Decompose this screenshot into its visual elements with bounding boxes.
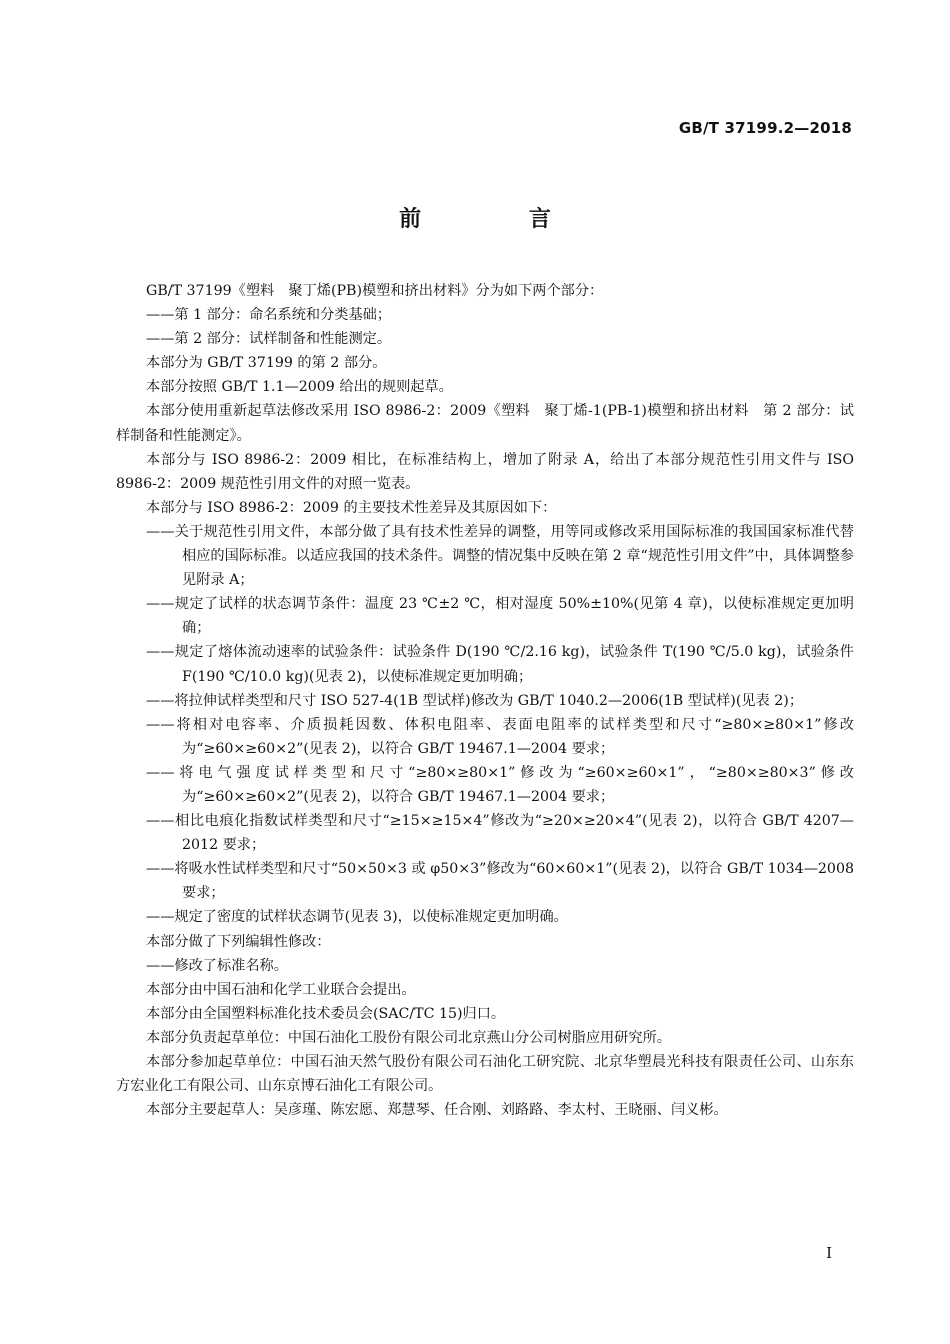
page-number: I [826,1244,832,1262]
standard-code: GB/T 37199.2—2018 [678,119,852,137]
paragraph: 本部分由全国塑料标准化技术委员会(SAC/TC 15)归口。 [146,1005,506,1022]
page-title: 前 言 [399,207,601,232]
list-item: ——第 2 部分：试样制备和性能测定。 [146,331,392,348]
list-item: ——将相对电容率、介质损耗因数、体积电阻率、表面电阻率的试样类型和尺寸“≥80×≥80×1”修改为“≥60×≥60×2”(见表 2)，以符合 GB/T 19467.1—2004 要求； [146,716,854,757]
list-item: ——关于规范性引用文件，本部分做了具有技术性差异的调整，用等同或修改采用国际标准的我国国家标准代替相应的国际标准。以适应我国的技术条件。调整的情况集中反映在第 2 章“规范性引用文件”中，具体调整参见附录 A； [146,523,854,589]
paragraph: 本部分主要起草人：吴彦瑾、陈宏愿、郑慧琴、任合刚、刘路路、李太村、王晓丽、闫义彬。 [146,1102,728,1119]
list-item: ——相比电痕化指数试样类型和尺寸“≥15×≥15×4”修改为“≥20×≥20×4”(见表 2)，以符合 GB/T 4207—2012 要求； [146,813,854,854]
paragraph: 本部分使用重新起草法修改采用 ISO 8986-2：2009《塑料 聚丁烯-1(PB-1)模塑和挤出材料 第 2 部分：试样制备和性能测定》。 [116,403,854,444]
paragraph: 本部分按照 GB/T 1.1—2009 给出的规则起草。 [146,379,453,396]
list-item: ——规定了密度的试样状态调节(见表 3)，以使标准规定更加明确。 [146,909,568,926]
list-item: ——修改了标准名称。 [146,957,288,974]
list-item: ——规定了熔体流动速率的试验条件：试验条件 D(190 ℃/2.16 kg)，试验条件 T(190 ℃/5.0 kg)，试验条件 F(190 ℃/10.0 kg)(见表 2)，以使标准规定更加明确； [146,644,854,685]
paragraph: 本部分负责起草单位：中国石油化工股份有限公司北京燕山分公司树脂应用研究所。 [146,1029,671,1046]
paragraph: 本部分参加起草单位：中国石油天然气股份有限公司石油化工研究院、北京华塑晨光科技有限责任公司、山东东方宏业化工有限公司、山东京博石油化工有限公司。 [116,1054,854,1095]
list-item: ——将电气强度试样类型和尺寸“≥80×≥80×1”修改为“≥60×≥60×1”，“≥80×≥80×3”修改为“≥60×≥60×2”(见表 2)，以符合 GB/T 19467.1—2004 要求； [146,764,854,805]
paragraph: 本部分与 ISO 8986-2：2009 相比，在标准结构上，增加了附录 A，给出了本部分规范性引用文件与 ISO 8986-2：2009 规范性引用文件的对照一览表。 [116,451,854,492]
foreword-body [116,279,854,1122]
paragraph: 本部分由中国石油和化学工业联合会提出。 [146,981,416,998]
list-item: ——将吸水性试样类型和尺寸“50×50×3 或 φ50×3”修改为“60×60×1”(见表 2)，以符合 GB/T 1034—2008 要求； [146,861,854,902]
list-item: ——将拉伸试样类型和尺寸 ISO 527-4(1B 型试样)修改为 GB/T 1040.2—2006(1B 型试样)(见表 2)； [146,692,804,709]
paragraph: 本部分与 ISO 8986-2：2009 的主要技术性差异及其原因如下： [146,499,557,516]
list-item: ——规定了试样的状态调节条件：温度 23 ℃±2 ℃，相对湿度 50%±10%(见第 4 章)，以使标准规定更加明确； [146,596,854,637]
paragraph: GB/T 37199《塑料 聚丁烯(PB)模塑和挤出材料》分为如下两个部分： [146,283,604,299]
list-item: ——第 1 部分：命名系统和分类基础； [146,307,392,324]
paragraph: 本部分做了下列编辑性修改： [146,933,331,950]
paragraph: 本部分为 GB/T 37199 的第 2 部分。 [146,355,387,372]
